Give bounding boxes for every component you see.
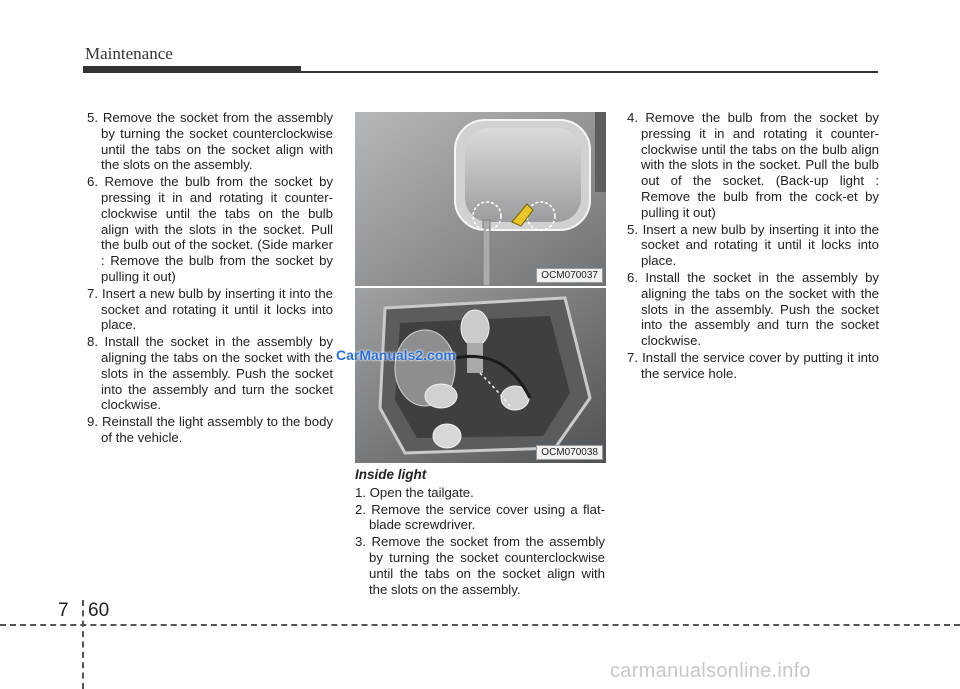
list-item: 6. Install the socket in the assembly by aligning the tabs on the socket with the slots in the assembly. Push the socket into the assembly and turn the socket clockwise. <box>627 269 879 349</box>
header-bar-thin <box>301 71 878 73</box>
footer-vertical-divider <box>82 600 84 689</box>
list-item: 9. Reinstall the light assembly to the body of the vehicle. <box>87 414 333 445</box>
watermark: CarManuals2.com <box>336 347 456 363</box>
list-item: 7. Insert a new bulb by inserting it into the socket and rotating it until it locks into place. <box>87 285 333 333</box>
figure-service-cover <box>355 112 606 286</box>
list-item: 8. Install the socket in the assembly by aligning the tabs on the socket with the slots in the assembly. Push the socket into the assembly and turn the socket clockwise. <box>87 334 333 413</box>
footer-site-watermark: carmanualsonline.info <box>610 660 811 682</box>
right-column <box>627 110 879 383</box>
header-bar-thick <box>83 66 301 73</box>
list-item: 4. Remove the bulb from the socket by pressing it in and rotating it counter-clockwise until the tabs on the bulb align with the slots in the socket. Pull the bulb out of the socket. (Back-up light : Remove the bulb from the cock-et by pulling it out) <box>627 110 879 220</box>
middle-step-list <box>355 485 605 598</box>
chapter-number: 7 <box>58 600 69 621</box>
service-cover-illustration <box>355 112 606 286</box>
left-column <box>87 110 333 447</box>
list-item: 1. Open the tailgate. <box>355 484 474 500</box>
page-number: 60 <box>88 600 110 621</box>
list-item: 5. Remove the socket from the assembly by turning the socket counterclockwise until the tabs on the socket align with the slots on the assembly. <box>87 110 333 173</box>
figure-caption: OCM070037 <box>536 268 603 283</box>
figure-caption: OCM070038 <box>536 445 603 460</box>
footer-divider <box>0 624 960 626</box>
middle-column <box>355 467 605 598</box>
list-item: 7. Install the service cover by putting it into the service hole. <box>627 349 879 381</box>
list-item: 6. Remove the bulb from the socket by pressing it in and rotating it counter-clockwise until the tabs on the bulb align with the slots in the socket. Pull the bulb out of the socket. (Side marker : Remove the bulb from the socket by pulling it out) <box>87 174 333 284</box>
list-item: 5. Insert a new bulb by inserting it into the socket and rotating it until it locks into place. <box>627 221 879 269</box>
header-title: Maintenance <box>85 44 173 63</box>
section-heading: Inside light <box>355 467 427 482</box>
left-step-list <box>87 110 333 446</box>
figure-bulb-socket <box>355 288 606 463</box>
bulb-socket-illustration <box>355 288 606 463</box>
right-step-list <box>627 110 879 382</box>
list-item: 3. Remove the socket from the assembly by turning the socket counterclockwise until the tabs on the socket align with the slots on the assembly. <box>355 534 605 597</box>
list-item: 2. Remove the service cover using a flat-blade screwdriver. <box>355 501 605 533</box>
